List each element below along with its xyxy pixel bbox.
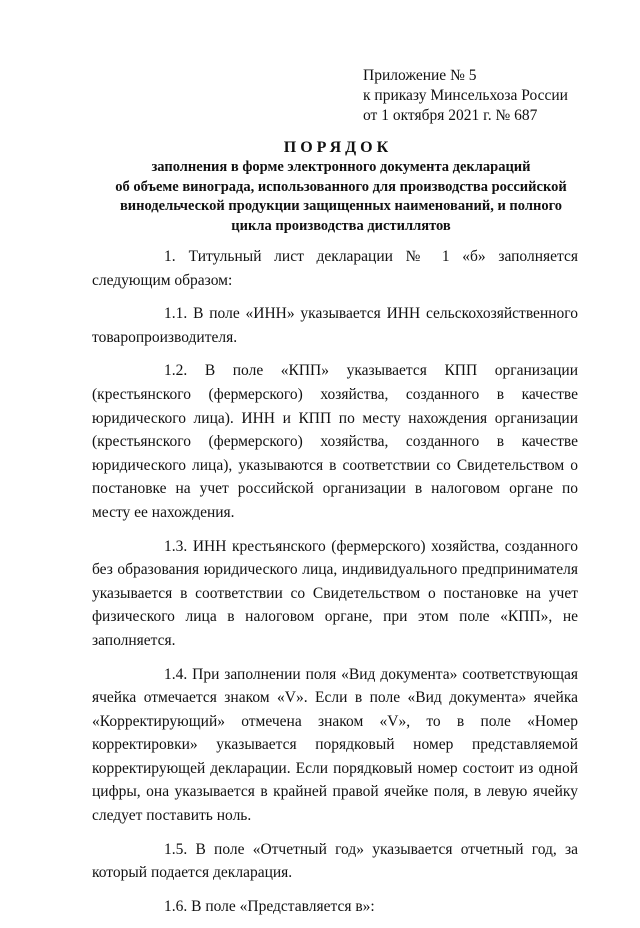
appendix-reference — [363, 66, 568, 126]
paragraph-text: При заполнении поля «Вид документа» соответствующая ячейка отмечается знаком «V». Если в поле «Вид документа» ячейка «Корректирующий» отмечена знаком «V», то в поле «Номер корректировки» указывается порядковый номер представляемой корректирующей декларации. Если порядковый номер состоит из одной цифры, она указывается в крайней правой ячейке поля, в левую ячейку следует поставить ноль. — [92, 665, 579, 825]
appendix-line-1: Приложение № 5 — [363, 67, 477, 84]
appendix-line-2: к приказу Минсельхоза России — [363, 87, 568, 104]
paragraph-1-3 — [92, 535, 578, 653]
paragraph-number: 1.1. — [164, 305, 188, 323]
appendix-line-3: от 1 октября 2021 г. № 687 — [363, 107, 538, 124]
paragraph-1-5 — [92, 838, 578, 885]
document-body — [92, 245, 578, 928]
paragraph-1 — [92, 245, 578, 292]
paragraph-text: В поле «Представляется в»: — [191, 897, 375, 915]
paragraph-number: 1.2. — [164, 362, 188, 380]
paragraph-text: В поле «ИНН» указывается ИНН сельскохозяйственного товаропроизводителя. — [92, 305, 578, 346]
subtitle-line-3: винодельческой продукции защищенных наименований, и полного — [119, 198, 563, 214]
paragraph-number: 1.3. — [164, 537, 188, 555]
subtitle-line-4: цикла производства дистиллятов — [231, 217, 451, 234]
subtitle-line-2: об объеме винограда, использованного для производства российской — [115, 178, 567, 195]
paragraph-number: 1. — [164, 248, 176, 265]
paragraph-number: 1.5. — [164, 840, 188, 858]
paragraph-number: 1.6. — [164, 897, 188, 915]
paragraph-1-1 — [92, 302, 578, 349]
paragraph-text: ИНН крестьянского (фермерского) хозяйства, созданного без образования юридического лица, индивидуального предпринимателя указывается в соответствии со Свидетельством о постановке на учет физического лица в налоговом органе, при этом поле «КПП», не заполняется. — [92, 537, 578, 649]
subtitle-line-1: заполнения в форме электронного документа деклараций — [151, 159, 531, 175]
paragraph-1-4 — [92, 663, 578, 828]
document-title: ПОРЯДОК — [283, 139, 393, 156]
paragraph-text: В поле «Отчетный год» указывается отчетный год, за который подается декларация. — [92, 840, 578, 882]
paragraph-1-2 — [92, 359, 578, 524]
paragraph-text: Титульный лист декларации № 1 «б» заполняется следующим образом: — [92, 248, 578, 289]
paragraph-text: В поле «КПП» указывается КПП организации (крестьянского (фермерского) хозяйства, созданного в качестве юридического лица). ИНН и КПП по месту нахождения организации (крестьянского (фермерского) хозяйства, созданного в качестве юридического лица), указываются в соответствии со Свидетельством о постановке на учет российской организации в налоговом органе по месту ее нахождения. — [92, 362, 578, 521]
document-subtitle — [96, 158, 586, 236]
paragraph-number: 1.4. — [164, 665, 188, 683]
paragraph-1-6 — [92, 895, 578, 919]
